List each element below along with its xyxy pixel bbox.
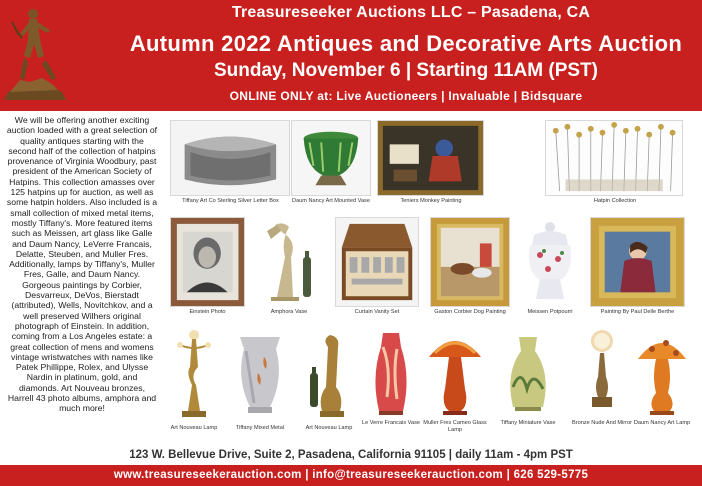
- hatpins-photo: [545, 120, 683, 196]
- item-tiffany-letter-box: [170, 120, 291, 205]
- item-tiffany-mixed-metal: [228, 327, 292, 437]
- item-caption: Gaston Corbier Dog Painting: [434, 309, 506, 315]
- le-verre-vase-photo: [365, 327, 417, 419]
- bronze-statue-image: [0, 0, 70, 111]
- item-art-nouveau-lamp-1: [170, 327, 218, 437]
- item-caption: Tiffany Art Co Sterling Silver Letter Box: [182, 198, 279, 204]
- item-caption: Tiffany Mixed Metal: [235, 425, 285, 431]
- item-caption: Amphora Vase: [270, 309, 308, 315]
- auction-description: We will be offering another exciting auction loaded with a great selection of quality antiques starting with the second half of the collection of hatpins provenance of Virginia Woodbury, past president of the American Society of Hatpins. This collection amasses over 125 hatpins up for auction, as well as some hatpin holders. Also included is a small collection of mixed metal items, mostly Tiffany's. More featured items such as Meissen, art glass like Galle and Daum Nancy, LeVerre Francais, Delatte, Steuben, and Muller Fres. Additionally, lamps by Tiffany's, Muller Fres, Galle, and Daum Nancy. Gorgeous paintings by Corbier, Desvarreux, DeVos, Bierstadt (attributed), Wells, Novitchkov, and a well preserved Wilhers original photograph of Einstein. In addition, coming from a Los Angeles estate: a great collection of mens and womens vintage wristwatches with names like Patek Phillippe, Rolex, and Ulysse Nardin in platinum, gold, and diamonds. Art Nouveau bronzes, Harrell 43 photo albums, amphora and much more!: [6, 115, 158, 414]
- item-caption: Art Nouveau Lamp: [305, 425, 353, 431]
- letter-box-photo: [170, 120, 290, 196]
- miniature-vase-photo: [497, 327, 559, 419]
- item-caption: Daum Nancy Art Lamp: [633, 420, 691, 426]
- bronze-mirror-photo: [576, 327, 628, 419]
- einstein-photo-image: [170, 217, 245, 307]
- item-caption: Einstein Photo: [189, 309, 226, 315]
- item-bronze-nude-mirror: [572, 327, 633, 437]
- online-platforms: ONLINE ONLY at: Live Auctioneers | Invaluable | Bidsquare: [229, 89, 583, 103]
- item-caption: Painting By Paul Delle Berthe: [600, 309, 675, 315]
- item-hatpin-collection: [545, 120, 685, 205]
- daum-vase-photo: [291, 120, 371, 196]
- item-delle-berthe-painting: [590, 217, 685, 317]
- item-vanity-set: [335, 217, 419, 317]
- monkey-painting-photo: [377, 120, 484, 196]
- auction-title: Autumn 2022 Antiques and Decorative Arts Auction: [129, 31, 683, 56]
- contact-footer: www.treasureseekerauction.com | info@treasureseekerauction.com | 626 529-5775: [0, 465, 702, 486]
- item-teniers-painting: [377, 120, 485, 205]
- amphora-vase-photo: [253, 217, 325, 307]
- cameo-lamp-photo: [423, 327, 487, 419]
- item-meissen-potpourri: [522, 217, 578, 317]
- item-muller-fres-lamp: [423, 327, 487, 437]
- meissen-potpourri-photo: [522, 217, 578, 307]
- item-einstein-photo: [170, 217, 245, 317]
- item-caption: Bronze Nude And Mirror: [572, 420, 633, 426]
- mixed-metal-vase-photo: [228, 327, 292, 423]
- vanity-set-photo: [335, 217, 419, 307]
- item-amphora-vase: [253, 217, 325, 317]
- address-line: 123 W. Bellevue Drive, Suite 2, Pasadena, California 91105 | daily 11am - 4pm PST: [0, 445, 702, 465]
- item-daum-vase: [291, 120, 371, 205]
- company-name: Treasureseeker Auctions LLC – Pasadena, CA: [231, 4, 591, 21]
- auction-content: [0, 111, 702, 445]
- item-caption: Teniers Monkey Painting: [400, 198, 462, 204]
- dog-painting-photo: [430, 217, 510, 307]
- item-caption: Tiffany Miniature Vase: [500, 420, 556, 426]
- daum-lamp-photo: [632, 327, 692, 419]
- item-caption: Curtain Vanity Set: [354, 309, 400, 315]
- item-daum-nancy-lamp: [632, 327, 692, 437]
- item-caption: Le Verre Francais Vase: [361, 420, 421, 426]
- item-tiffany-miniature-vase: [497, 327, 559, 437]
- item-art-nouveau-lamp-2: [300, 327, 358, 437]
- lamp-photo: [300, 327, 358, 423]
- item-caption: Meissen Potpourri: [527, 309, 573, 315]
- item-caption: Art Nouveau Lamp: [170, 425, 218, 431]
- header-banner: [0, 0, 702, 111]
- item-le-verre-francais-vase: [361, 327, 421, 437]
- item-caption: Muller Fres Cameo Glass Lamp: [423, 420, 487, 433]
- auction-date: Sunday, November 6 | Starting 11AM (PST): [214, 60, 598, 81]
- lamp-photo: [170, 327, 218, 423]
- item-caption: Hatpin Collection: [593, 198, 637, 204]
- item-corbier-painting: [430, 217, 510, 317]
- item-caption: Daum Nancy Art Mounted Vase: [292, 198, 370, 204]
- portrait-painting-photo: [590, 217, 685, 307]
